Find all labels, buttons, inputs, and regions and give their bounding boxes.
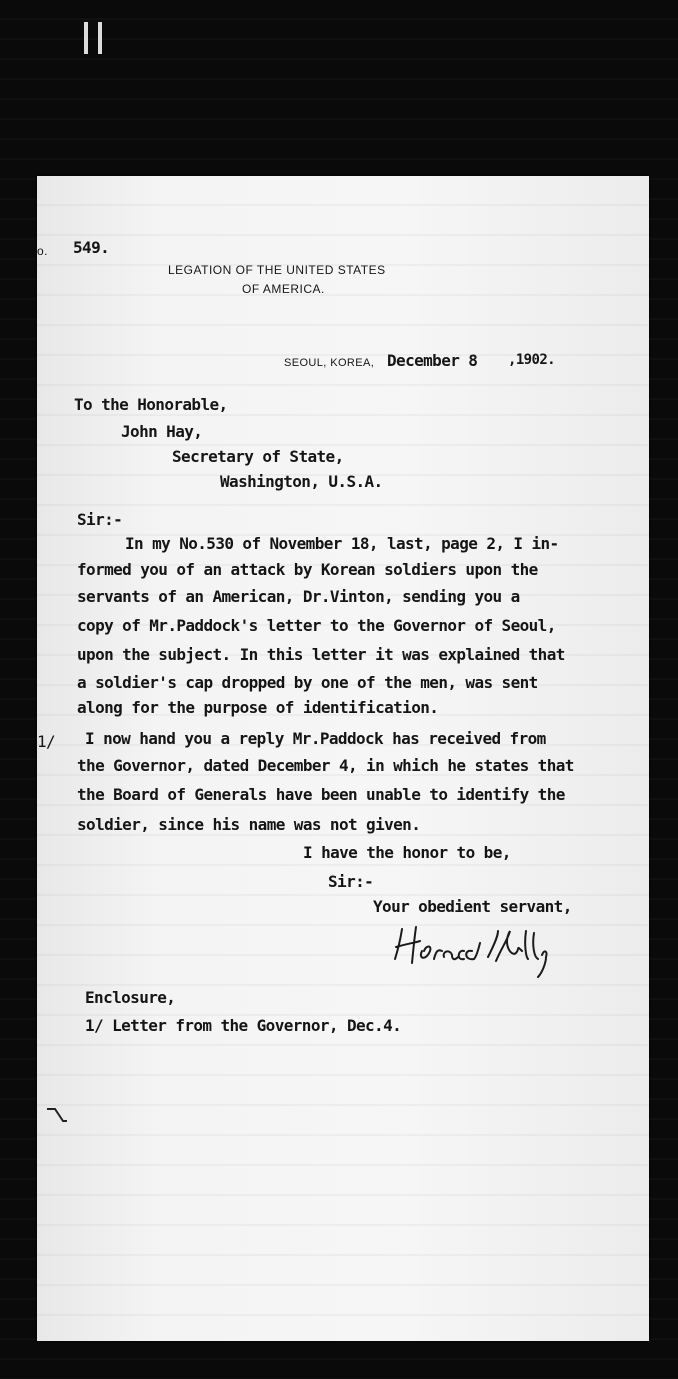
letter-year: ,1902.: [508, 352, 555, 368]
letter-page: [37, 176, 649, 1341]
place-line: SEOUL, KOREA,: [284, 357, 375, 369]
body-line-2: formed you of an attack by Korean soldiers upon the: [77, 560, 538, 579]
body-line-1: In my No.530 of November 18, last, page 2, I in-: [125, 534, 559, 553]
enclosure-item: 1/ Letter from the Governor, Dec.4.: [85, 1016, 402, 1035]
despatch-number-prefix: o.: [37, 244, 48, 258]
closing-line-3: Your obedient servant,: [373, 897, 572, 916]
enclosure-margin-marker: 1/: [37, 732, 56, 751]
closing-line-2: Sir:-: [328, 872, 374, 891]
letter-date: December 8: [387, 351, 478, 370]
enclosure-heading: Enclosure,: [85, 988, 176, 1007]
body-line-6: a soldier's cap dropped by one of the men, was sent: [77, 673, 538, 692]
handwritten-signature: [392, 921, 647, 981]
body-line-5: upon the subject. In this letter it was explained that: [77, 645, 565, 664]
letterhead-line-2: OF AMERICA.: [242, 282, 325, 296]
body-line-4: copy of Mr.Paddock's letter to the Governor of Seoul,: [77, 616, 556, 635]
margin-pencil-mark: [45, 1107, 69, 1127]
body-line-9: the Governor, dated December 4, in which he states that: [77, 756, 574, 775]
body-line-7: along for the purpose of identification.: [77, 698, 439, 717]
addressee-title: Secretary of State,: [172, 447, 344, 466]
body-line-8: I now hand you a reply Mr.Paddock has received from: [85, 729, 546, 748]
body-line-3: servants of an American, Dr.Vinton, sending you a: [77, 587, 520, 606]
closing-line-1: I have the honor to be,: [303, 843, 511, 862]
addressee-name: John Hay,: [121, 422, 203, 441]
body-line-10: the Board of Generals have been unable to identify the: [77, 785, 565, 804]
salutation-to: To the Honorable,: [74, 395, 228, 414]
despatch-number: 549.: [73, 238, 110, 257]
addressee-city: Washington, U.S.A.: [220, 472, 383, 491]
body-line-11: soldier, since his name was not given.: [77, 815, 421, 834]
letterhead-line-1: LEGATION OF THE UNITED STATES: [168, 263, 386, 277]
greeting: Sir:-: [77, 510, 123, 529]
